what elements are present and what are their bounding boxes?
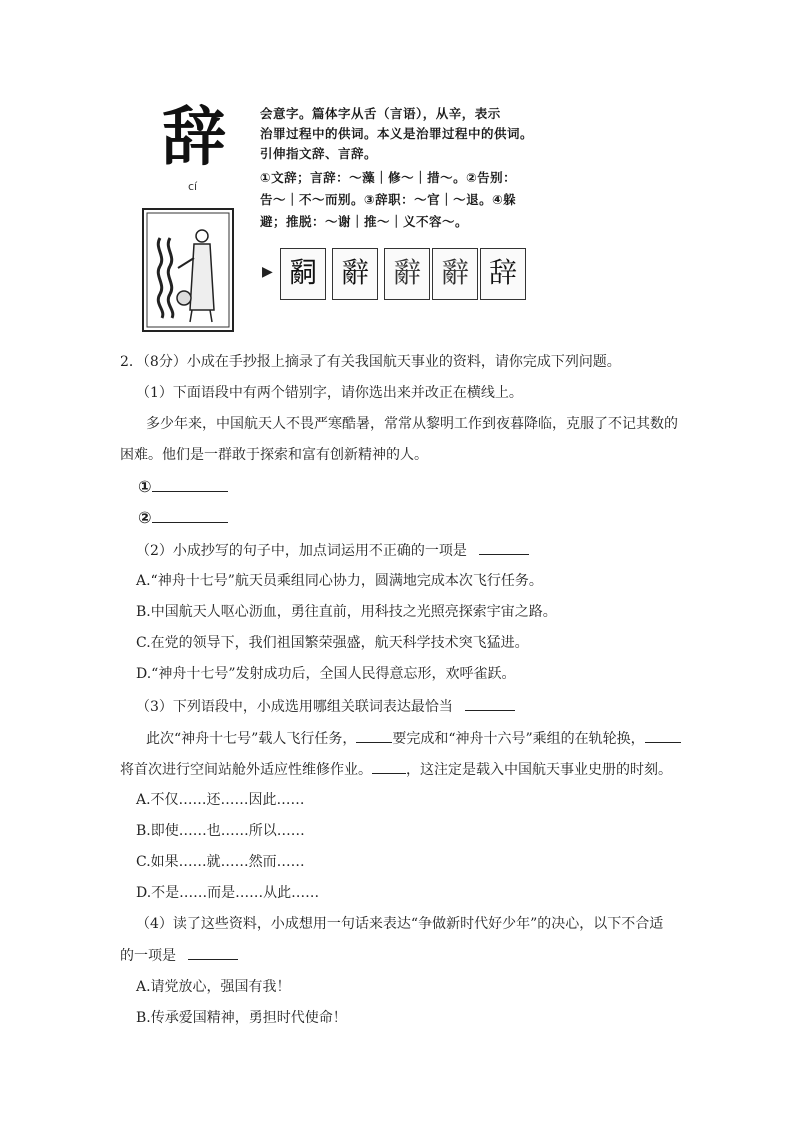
blank-number: ① [138,477,152,496]
passage-fragment: 将首次进行空间站舱外适应性维修作业。 [120,762,372,778]
explanation-line: 引伸指文辞、言辞。 [260,146,378,161]
part4-prompt: （4）读了这些资料，小成想用一句话来表达“争做新时代好少年”的决心，以下不合适 [136,916,664,932]
option-c: C.在党的领导下，我们祖国繁荣强盛，航天科学技术突飞猛进。 [136,635,529,651]
passage-line: 困难。他们是一群敢于探索和富有创新精神的人。 [120,447,428,463]
character-figure [138,100,534,340]
blank-number: ② [138,508,152,527]
evolution-glyph: 辭 [384,248,430,300]
option-a: A.“神舟十七号”航天员乘组同心协力，圆满地完成本次飞行任务。 [136,573,543,589]
option-c: C.如果……就……然而…… [136,854,305,870]
court-scene-illustration [144,210,232,330]
illustration-image [142,208,234,332]
evolution-glyph: 𤔲 [280,248,326,300]
big-character: 辞 [162,100,226,175]
blank-line[interactable] [152,477,228,492]
part2-prompt-text: （2）小成抄写的句子中，加点词运用不正确的一项是 [136,543,467,559]
answer-blank-2[interactable] [138,508,228,529]
option-b: B.传承爱国精神，勇担时代使命！ [136,1010,347,1026]
answer-blank-1[interactable] [138,477,228,498]
play-arrow-icon: ▶ [262,264,273,280]
part4-prompt-text: 的一项是 [120,948,176,964]
explanation-line: 会意字。篇体字从舌（言语），从辛，表示 [260,106,501,121]
evolution-glyph: 辭 [332,248,378,300]
part2-prompt [136,540,529,561]
passage-line: 多少年来，中国航天人不畏严寒酷暑，常常从黎明工作到夜暮降临，克服了不记其数的 [146,416,678,432]
passage-fragment: 要完成和“神舟十六号”乘组的在轨轮换， [392,731,645,747]
answer-blank[interactable] [372,759,406,774]
evolution-glyph: 辭 [432,248,478,300]
option-a: A.不仅……还……因此…… [136,792,305,808]
answer-blank[interactable] [645,728,681,743]
passage-fragment: ，这注定是载入中国航天事业史册的时刻。 [406,762,672,778]
question-header: 2．（8分）小成在手抄报上摘录了有关我国航天事业的资料，请你完成下列问题。 [120,354,621,370]
answer-blank[interactable] [356,728,392,743]
evolution-glyph: 辞 [480,248,526,300]
option-b: B.即使……也……所以…… [136,823,305,839]
passage-fragment: 此次“神舟十七号”载人飞行任务， [146,731,357,747]
part4-prompt-cont [120,945,238,966]
blank-line[interactable] [152,508,228,523]
option-b: B.中国航天人呕心沥血，勇往直前，用科技之光照亮探索宇宙之路。 [136,604,557,620]
passage-line [146,728,681,749]
pinyin-label: cí [188,180,198,193]
explanation-line: ①文辞；言辞：～藻｜修～｜措～。②告别： [260,170,517,185]
option-a: A.请党放心，强国有我！ [136,979,291,995]
option-d: D.不是……而是……从此…… [136,885,320,901]
part3-prompt-text: （3）下列语段中，小成选用哪组关联词表达最恰当 [136,699,453,715]
explanation-line: 治罪过程中的供词。本义是治罪过程中的供词。 [260,126,534,141]
part3-prompt [136,696,515,717]
answer-blank[interactable] [465,696,515,711]
explanation-line: 告～｜不～而别。③辞职：～官｜～退。④躲 [260,192,517,207]
option-d: D.“神舟十七号”发射成功后，全国人民得意忘形，欢呼雀跃。 [136,666,516,682]
answer-blank[interactable] [479,540,529,555]
passage-line [120,759,672,780]
explanation-line: 避；推脱：～谢｜推～｜义不容～。 [260,214,469,229]
answer-blank[interactable] [188,945,238,960]
part1-prompt: （1）下面语段中有两个错别字，请你选出来并改正在横线上。 [136,385,523,401]
